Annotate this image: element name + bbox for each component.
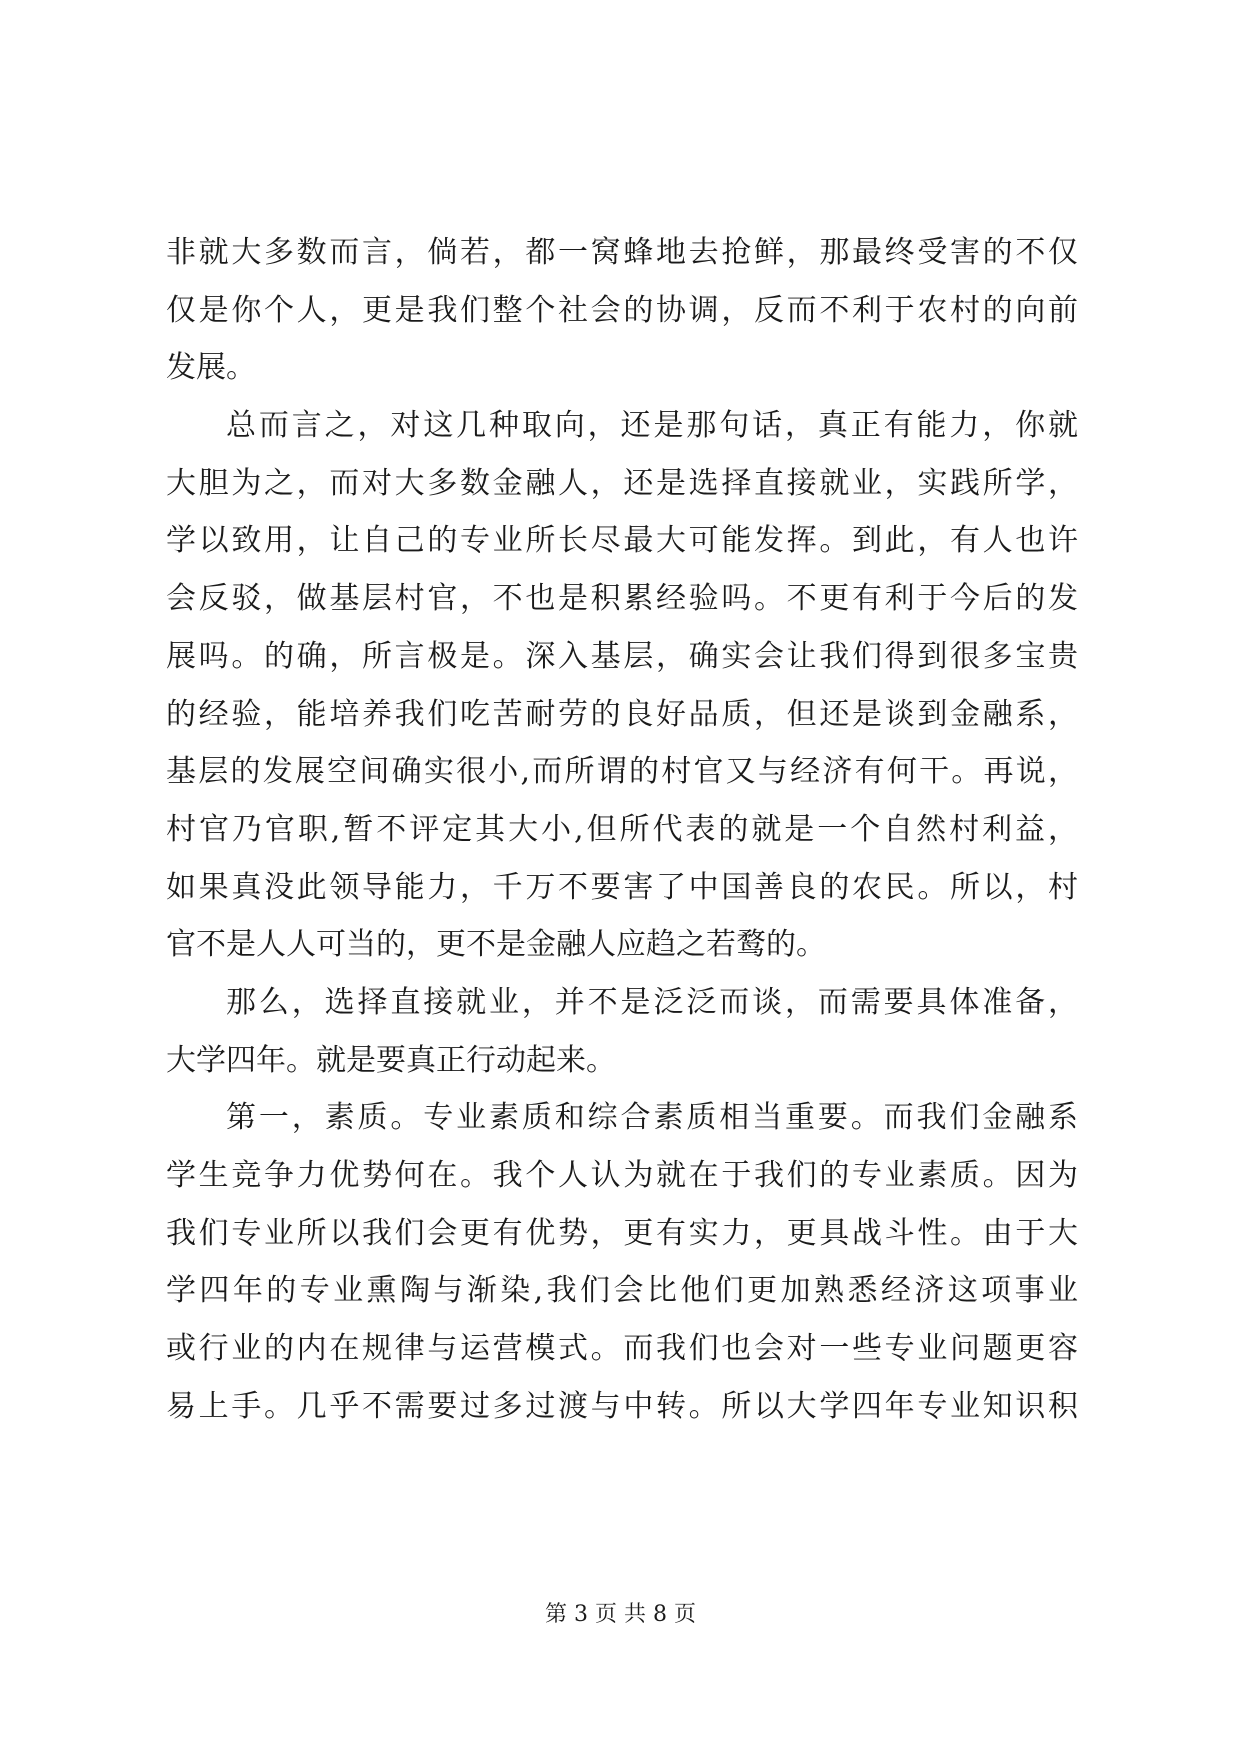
text-line: 仅是你个人，更是我们整个社会的协调，反而不利于农村的向前 bbox=[166, 292, 1078, 328]
text-line: 总而言之，对这几种取向，还是那句话，真正有能力，你就 bbox=[226, 408, 1078, 444]
body-text bbox=[166, 224, 1078, 1435]
text-line: 村官乃官职,暂不评定其大小,但所代表的就是一个自然村利益， bbox=[166, 811, 1078, 847]
text-line: 非就大多数而言，倘若，都一窝蜂地去抢鲜，那最终受害的不仅 bbox=[166, 235, 1078, 270]
text-line: 的经验，能培养我们吃苦耐劳的良好品质，但还是谈到金融系， bbox=[166, 696, 1078, 732]
text-line: 发展。 bbox=[166, 350, 256, 386]
page-footer: 第 3 页 共 8 页 bbox=[545, 1602, 696, 1627]
text-line: 会反驳，做基层村官，不也是积累经验吗。不更有利于今后的发 bbox=[166, 581, 1078, 617]
text-line: 易上手。几乎不需要过多过渡与中转。所以大学四年专业知识积 bbox=[166, 1388, 1078, 1424]
text-line: 大胆为之，而对大多数金融人，还是选择直接就业，实践所学， bbox=[166, 465, 1078, 501]
text-line: 官不是人人可当的，更不是金融人应趋之若鹜的。 bbox=[166, 927, 826, 963]
text-line: 基层的发展空间确实很小,而所谓的村官又与经济有何干。再说， bbox=[166, 754, 1078, 790]
text-line: 或行业的内在规律与运营模式。而我们也会对一些专业问题更容 bbox=[166, 1331, 1078, 1367]
text-line: 第一，素质。专业素质和综合素质相当重要。而我们金融系 bbox=[226, 1100, 1078, 1136]
text-line: 大学四年。就是要真正行动起来。 bbox=[166, 1042, 616, 1078]
text-line: 展吗。的确，所言极是。深入基层，确实会让我们得到很多宝贵 bbox=[166, 638, 1078, 674]
text-line: 如果真没此领导能力，千万不要害了中国善良的农民。所以，村 bbox=[166, 869, 1078, 905]
text-line: 那么，选择直接就业，并不是泛泛而谈，而需要具体准备， bbox=[226, 984, 1078, 1020]
text-line: 学以致用，让自己的专业所长尽最大可能发挥。到此，有人也许 bbox=[166, 523, 1078, 559]
text-line: 我们专业所以我们会更有优势，更有实力，更具战斗性。由于大 bbox=[166, 1215, 1078, 1251]
text-line: 学四年的专业熏陶与渐染,我们会比他们更加熟悉经济这项事业 bbox=[166, 1273, 1078, 1309]
text-line: 学生竞争力优势何在。我个人认为就在于我们的专业素质。因为 bbox=[166, 1158, 1078, 1193]
